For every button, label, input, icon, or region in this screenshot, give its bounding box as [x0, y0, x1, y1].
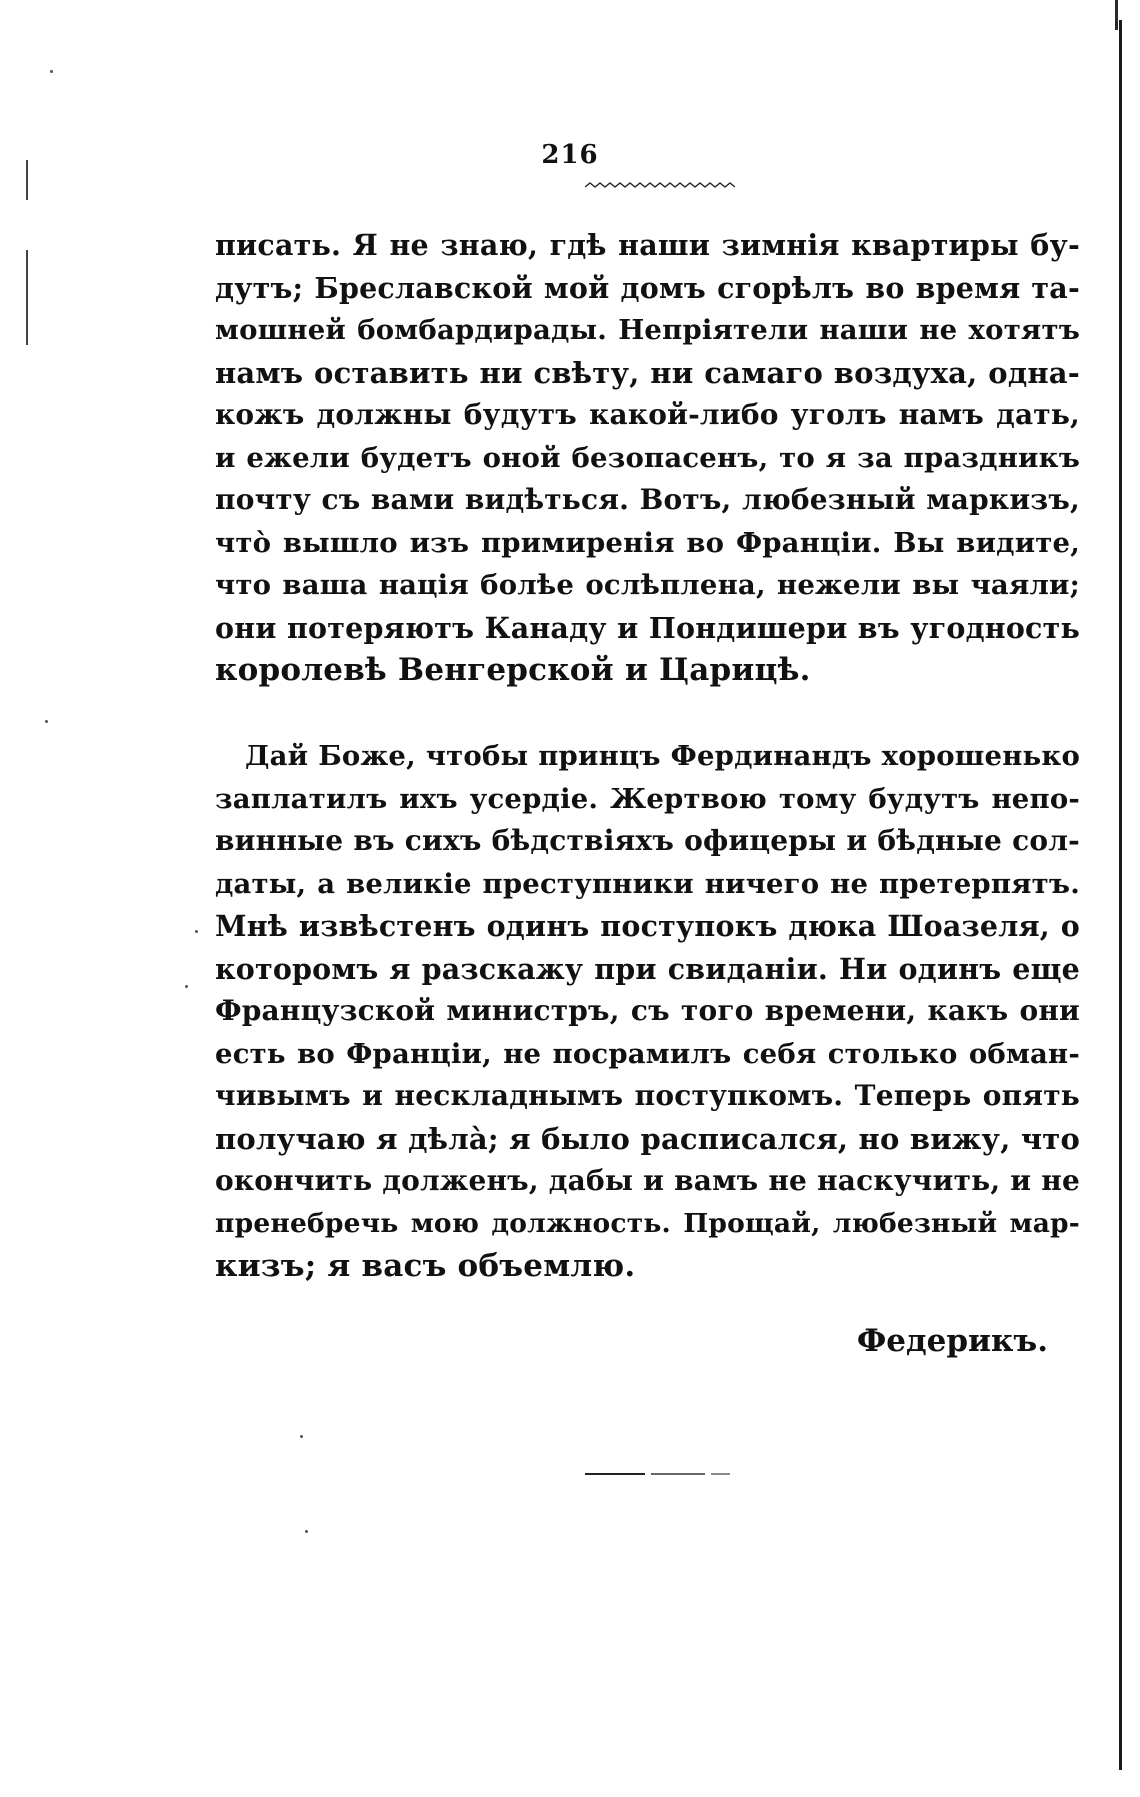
text-line: заплатилъ ихъ усердіе. Жертвою тому будутъ непо-: [215, 782, 1080, 815]
text-line: почту съ вами видѣться. Вотъ, любезный маркизъ,: [215, 483, 1080, 516]
text-line: чивымъ и нескладнымъ поступкомъ. Теперь опять: [215, 1079, 1080, 1112]
text-line: получаю я дѣлà; я было расписался, но вижу, что: [215, 1121, 1080, 1156]
scan-speck: [305, 1530, 308, 1533]
scan-speck: [195, 930, 198, 933]
text-line: винные въ сихъ бѣдствіяхъ офицеры и бѣдные сол-: [215, 824, 1080, 857]
text-line: кожъ должны будутъ какой-либо уголъ намъ дать,: [215, 398, 1080, 431]
left-margin-mark: [26, 250, 28, 345]
scan-speck: [50, 70, 53, 73]
paragraph: [215, 224, 1080, 692]
scan-speck: [300, 1435, 303, 1438]
signature: Федерикъ.: [856, 1323, 1048, 1359]
end-rule: [585, 1472, 730, 1476]
page-edge-shadow: [1115, 0, 1118, 30]
text-line: королевѣ Венгерской и Царицѣ.: [215, 652, 811, 688]
text-line: и ежели будетъ оной безопасенъ, то я за праздникъ: [215, 441, 1080, 474]
ornament-rule: [585, 178, 735, 192]
text-line: дутъ; Бреславской мой домъ сгорѣлъ во время та-: [215, 270, 1080, 305]
text-line: пренебречь мою должность. Прощай, любезный мар-: [215, 1207, 1080, 1239]
text-line: даты, а великіе преступники ничего не претерпятъ.: [215, 867, 1080, 900]
text-line: которомъ я разскажу при свиданіи. Ни одинъ еще: [215, 951, 1080, 986]
text-line: кизъ; я васъ объемлю.: [215, 1248, 636, 1284]
text-line: окончить долженъ, дабы и вамъ не наскучить, и не: [215, 1164, 1080, 1197]
page-edge-line: [1119, 20, 1122, 1770]
text-line: что ваша нація болѣе ослѣплена, нежели вы чаяли;: [215, 569, 1080, 601]
scan-speck: [45, 720, 48, 723]
text-line: писать. Я не знаю, гдѣ наши зимнія квартиры бу-: [215, 228, 1080, 262]
text-line: Французской министръ, съ того времени, какъ они: [215, 994, 1080, 1027]
text-line: они потеряютъ Канаду и Пондишери въ угодность: [215, 610, 1080, 645]
text-line: намъ оставить ни свѣту, ни самаго воздуха, одна-: [215, 355, 1080, 390]
text-line: Дай Боже, чтобы принцъ Фердинандъ хорошенько: [245, 740, 1080, 772]
paragraph: [215, 735, 1080, 1288]
scan-speck: [185, 985, 188, 988]
text-line: чтò вышло изъ примиренія во Франціи. Вы видите,: [215, 526, 1080, 559]
text-line: мошней бомбардирады. Непріятели наши не хотятъ: [215, 314, 1080, 346]
page-number: 216: [541, 140, 599, 170]
text-line: есть во Франціи, не посрамилъ себя столько обман-: [215, 1037, 1080, 1070]
text-line: Мнѣ извѣстенъ одинъ поступокъ дюка Шоазеля, о: [215, 909, 1080, 943]
